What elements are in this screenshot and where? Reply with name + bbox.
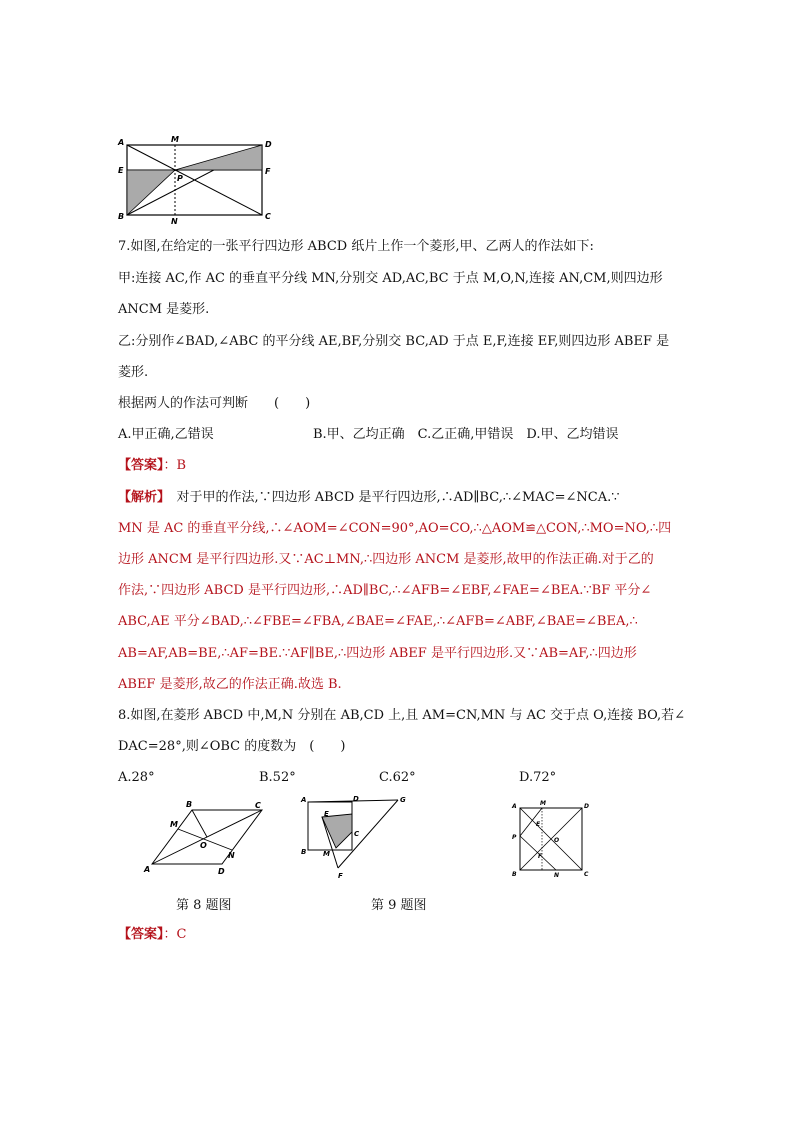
figure-9-fold <box>298 792 418 882</box>
q7-analysis-4: 作法,∵四边形 ABCD 是平行四边形,∴AD∥BC,∴∠AFB=∠EBF,∠FAE=∠BEA.∵BF 平分∠ <box>118 583 652 598</box>
label-N: N <box>228 851 235 860</box>
q8-option-c: C.62° <box>379 770 416 785</box>
label-C: C <box>255 801 261 810</box>
label-E: E <box>118 166 124 175</box>
q7-line6: 根据两人的作法可判断 ( ) <box>118 396 311 411</box>
label-D: D <box>265 140 272 149</box>
label-N: N <box>554 872 560 879</box>
q8-option-a: A.28° <box>118 770 155 785</box>
label-F: F <box>338 872 343 880</box>
q8-option-b: B.52° <box>259 770 296 785</box>
q7-analysis-6: AB=AF,AB=BE,∴AF=BE.∵AF∥BE,∴四边形 ABEF 是平行四边形.又∵AB=AF,∴四边形 <box>118 646 637 661</box>
figure-8-rhombus <box>140 798 270 878</box>
label-A: A <box>512 803 517 810</box>
q7-line3: ANCM 是菱形. <box>118 302 210 317</box>
label-E: E <box>324 810 329 818</box>
label-P: P <box>512 834 517 841</box>
q7-analysis-5: ABC,AE 平分∠BAD,∴∠FBE=∠FBA,∠BAE=∠FAE,∴∠AFB=∠ABF,∠BAE=∠BEA,∴ <box>118 614 638 629</box>
caption-figure-9: 第 9 题图 <box>371 898 427 913</box>
label-E: E <box>536 821 541 828</box>
q8-answer <box>118 926 186 944</box>
q7-analysis-7: ABEF 是菱形,故乙的作法正确.故选 B. <box>118 677 342 692</box>
q8-line2: DAC=28°,则∠OBC 的度数为 ( ) <box>118 739 346 754</box>
analysis-text: 对于甲的作法,∵四边形 ABCD 是平行四边形,∴AD∥BC,∴∠MAC=∠NCA.∵ <box>163 490 620 505</box>
label-A: A <box>118 138 125 147</box>
label-A: A <box>144 865 151 874</box>
q7-line4: 乙:分别作∠BAD,∠ABC 的平分线 AE,BF,分别交 BC,AD 于点 E,F,连接 EF,则四边形 ABEF 是 <box>118 334 670 349</box>
answer-value: ：B <box>163 458 187 473</box>
label-P: P <box>177 174 183 183</box>
label-A: A <box>301 796 307 804</box>
label-C: C <box>584 871 589 878</box>
analysis-label: 【解析】 <box>118 490 164 505</box>
q7-answer <box>118 457 186 475</box>
q8-option-d: D.72° <box>519 770 557 785</box>
answer-label: 【答案】 <box>118 927 164 942</box>
q7-option-a: A.甲正确,乙错误 <box>118 427 214 442</box>
figure-10-rectangle <box>508 798 593 880</box>
label-D: D <box>353 795 359 803</box>
label-B: B <box>301 848 307 856</box>
figure-top-rectangle <box>115 133 280 225</box>
q7-line5: 菱形. <box>118 365 149 380</box>
label-M: M <box>170 820 178 829</box>
label-O: O <box>554 837 560 844</box>
label-M: M <box>323 850 330 858</box>
label-C: C <box>265 212 271 221</box>
q7-analysis-3: 边形 ANCM 是平行四边形.又∵AC⊥MN,∴四边形 ANCM 是菱形,故甲的作法正确.对于乙的 <box>118 552 654 567</box>
q7-line2: 甲:连接 AC,作 AC 的垂直平分线 MN,分别交 AD,AC,BC 于点 M,O,N,连接 AN,CM,则四边形 <box>118 271 663 286</box>
q8-line1: 8.如图,在菱形 ABCD 中,M,N 分别在 AB,CD 上,且 AM=CN,MN 与 AC 交于点 O,连接 BO,若∠ <box>118 708 686 723</box>
q7-analysis-1 <box>118 489 620 507</box>
label-F: F <box>265 167 271 176</box>
label-D: D <box>584 803 589 810</box>
label-N: N <box>171 217 178 225</box>
label-B: B <box>512 871 517 878</box>
label-B: B <box>118 212 125 221</box>
label-O: O <box>200 841 207 850</box>
q7-analysis-2: MN 是 AC 的垂直平分线,∴∠AOM=∠CON=90°,AO=CO,∴△AOM≌△CON,∴MO=NO,∴四 <box>118 521 672 536</box>
label-F: F <box>538 853 543 860</box>
q7-options-bcd: B.甲、乙均正确 C.乙正确,甲错误 D.甲、乙均错误 <box>313 427 619 442</box>
caption-figure-8: 第 8 题图 <box>176 898 232 913</box>
label-G: G <box>400 796 406 804</box>
answer-value: ：C <box>163 927 187 942</box>
label-M: M <box>171 135 179 144</box>
answer-label: 【答案】 <box>118 458 164 473</box>
label-M: M <box>540 800 546 807</box>
label-B: B <box>186 800 193 809</box>
label-C: C <box>354 830 360 838</box>
q7-line1: 7.如图,在给定的一张平行四边形 ABCD 纸片上作一个菱形,甲、乙两人的作法如下: <box>118 239 594 254</box>
label-D: D <box>218 867 225 876</box>
